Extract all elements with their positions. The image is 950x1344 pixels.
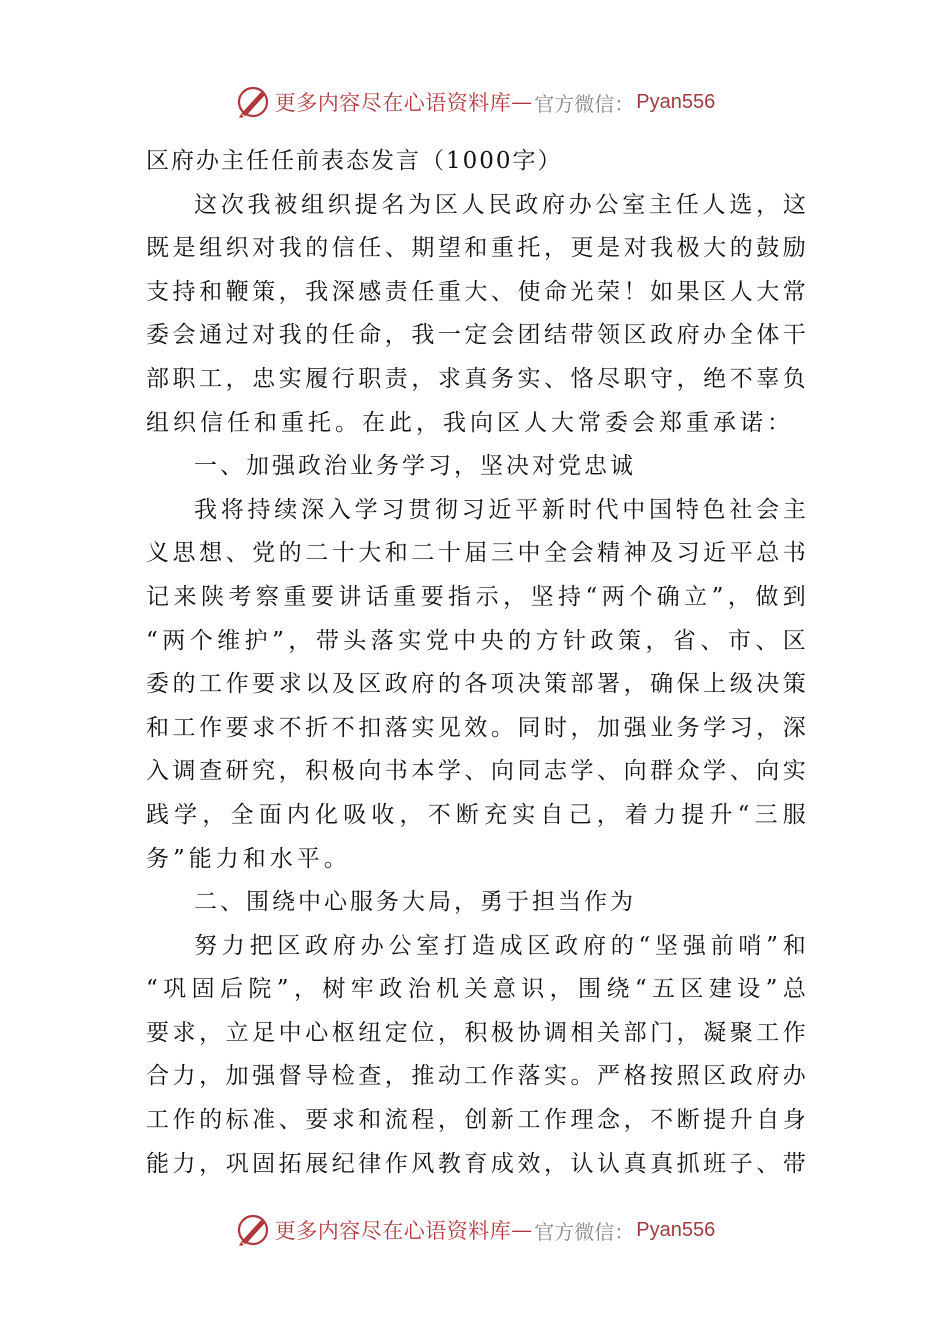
banner-label: 官方微信： [534, 91, 635, 116]
text-line: 能 力 ， 巩 固 拓 展 纪 律 作 风 教 育 成 效 ， 认 认 真 真 抓 班 子 、 带 [146, 1150, 806, 1177]
text-line: 要 求 ， 立 足 中 心 枢 纽 定 位 ， 积 极 协 调 相 关 部 门 ， 凝 聚 工 作 [146, 1019, 806, 1046]
text-line: 工 作 的 标 准 、 要 求 和 流 程 ， 创 新 工 作 理 念 ， 不 断 提 升 自 身 [146, 1107, 806, 1134]
bottom-watermark-banner [0, 1210, 950, 1250]
pen-circle-logo-icon [235, 1212, 271, 1248]
text-line: 委 会 通 过 对 我 的 任 命 ， 我 一 定 会 团 结 带 领 区 政 府 办 全 体 干 [146, 322, 806, 349]
text-line: 我 将 持 续 深 入 学 习 贯 彻 习 近 平 新 时 代 中 国 特 色 社 会 主 [194, 496, 806, 523]
banner-separator: — [511, 90, 533, 114]
top-watermark-banner [0, 82, 950, 122]
text-line: 既 是 组 织 对 我 的 信 任 、 期 望 和 重 托 ， 更 是 对 我 极 大 的 鼓 励 [146, 235, 806, 262]
text-line: 务”能力和水平。 [146, 845, 351, 872]
text-line: “ 巩 固 后 院 ” ， 树 牢 政 治 机 关 意 识 ， 围 绕 “ 五 区 建 设 ” 总 [146, 976, 806, 1003]
banner-wechat-id: Pyan556 [636, 90, 716, 113]
banner-text: 更多内容尽在心语资料库 [274, 1219, 512, 1243]
text-line: 记 来 陕 考 察 重 要 讲 话 重 要 指 示 ， 坚 持 “ 两 个 确 立 ” ， 做 到 [146, 583, 806, 610]
text-line: “ 两 个 维 护 ” ， 带 头 落 实 党 中 央 的 方 针 政 策 ， 省 、 市 、 区 [146, 627, 806, 654]
text-line: 践 学 ， 全 面 内 化 吸 收 ， 不 断 充 实 自 己 ， 着 力 提 升 “ 三 服 [146, 801, 806, 828]
document-title: 区府办主任任前表态发言（1000字） [146, 148, 563, 174]
banner-text: 更多内容尽在心语资料库 [274, 91, 512, 115]
section-heading: 一、加强政治业务学习，坚决对党忠诚 [194, 453, 636, 480]
banner-separator: — [511, 1218, 533, 1242]
text-line: 入 调 查 研 究 ， 积 极 向 书 本 学 、 向 同 志 学 、 向 群 众 学 、 向 实 [146, 758, 806, 785]
text-line: 委 的 工 作 要 求 以 及 区 政 府 的 各 项 决 策 部 署 ， 确 保 上 级 决 策 [146, 671, 806, 698]
text-line: 支 持 和 鞭 策 ， 我 深 感 责 任 重 大 、 使 命 光 荣 ！ 如 果 区 人 大 常 [146, 278, 806, 305]
text-line: 这 次 我 被 组 织 提 名 为 区 人 民 政 府 办 公 室 主 任 人 选 ， 这 [194, 191, 806, 218]
paragraph-lines [146, 184, 806, 1187]
banner-wechat-id: Pyan556 [636, 1218, 716, 1241]
document-body [146, 140, 806, 1186]
text-line: 义 思 想 、 党 的 二 十 大 和 二 十 届 三 中 全 会 精 神 及 习 近 平 总 书 [146, 540, 806, 567]
text-line: 部 职 工 ， 忠 实 履 行 职 责 ， 求 真 务 实 、 恪 尽 职 守 ， 绝 不 辜 负 [146, 365, 806, 392]
banner-label: 官方微信： [534, 1219, 635, 1244]
text-line: 组织信任和重托。在此，我向区人大常委会郑重承诺： [146, 409, 794, 436]
text-line: 合 力 ， 加 强 督 导 检 查 ， 推 动 工 作 落 实 。 严 格 按 照 区 政 府 办 [146, 1063, 806, 1090]
text-line: 和 工 作 要 求 不 折 不 扣 落 实 见 效 。 同 时 ， 加 强 业 务 学 习 ， 深 [146, 714, 806, 741]
pen-circle-logo-icon [235, 84, 271, 120]
text-line: 努 力 把 区 政 府 办 公 室 打 造 成 区 政 府 的 “ 坚 强 前 哨 ” 和 [194, 932, 806, 959]
section-heading: 二、围绕中心服务大局，勇于担当作为 [194, 889, 636, 916]
